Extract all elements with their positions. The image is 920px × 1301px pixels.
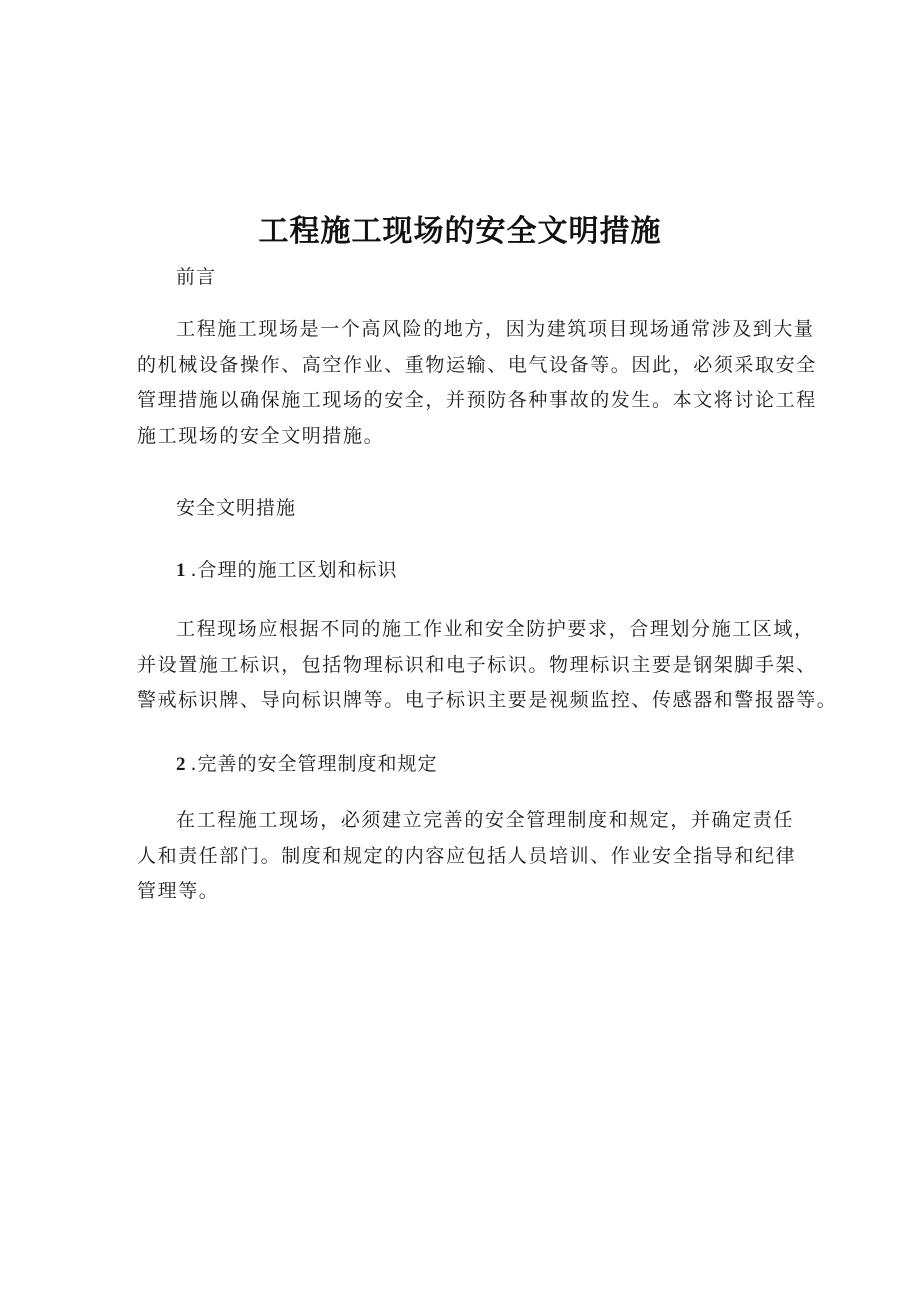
- item-number: 2: [176, 754, 187, 775]
- item-title: .完善的安全管理制度和规定: [190, 753, 438, 775]
- section-heading: 安全文明措施: [176, 497, 297, 519]
- paragraph-line: 人和责任部门。制度和规定的内容应包括人员培训、作业安全指导和纪律: [137, 844, 797, 867]
- item-heading-1: [176, 555, 398, 586]
- preface-paragraph: [137, 312, 817, 454]
- item-paragraph-1: [137, 612, 837, 719]
- paragraph-line: 警戒标识牌、导向标识牌等。电子标识主要是视频监控、传感器和警报器等。: [137, 689, 838, 711]
- paragraph-line: 工程施工现场是一个高风险的地方，因为建筑项目现场通常涉及到大量: [176, 318, 815, 340]
- paragraph-line: 的机械设备操作、高空作业、重物运输、电气设备等。因此，必须采取安全: [137, 353, 817, 376]
- paragraph-line: 并设置施工标识，包括物理标识和电子标识。物理标识主要是钢架脚手架、: [137, 653, 817, 676]
- preface-heading: 前言: [176, 266, 217, 288]
- document-title: 工程施工现场的安全文明措施: [258, 214, 662, 249]
- paragraph-line: 管理措施以确保施工现场的安全，并预防各种事故的发生。本文将讨论工程: [137, 389, 817, 411]
- item-paragraph-2: [137, 803, 796, 910]
- item-number: 1: [176, 560, 187, 581]
- item-title: .合理的施工区划和标识: [190, 559, 398, 581]
- paragraph-line: 在工程施工现场，必须建立完善的安全管理制度和规定，并确定责任: [176, 809, 795, 831]
- paragraph-line: 管理等。: [137, 880, 220, 902]
- paragraph-line: 工程现场应根据不同的施工作业和安全防护要求，合理划分施工区域，: [176, 618, 815, 640]
- paragraph-line: 施工现场的安全文明措施。: [137, 424, 385, 447]
- item-heading-2: [176, 749, 438, 780]
